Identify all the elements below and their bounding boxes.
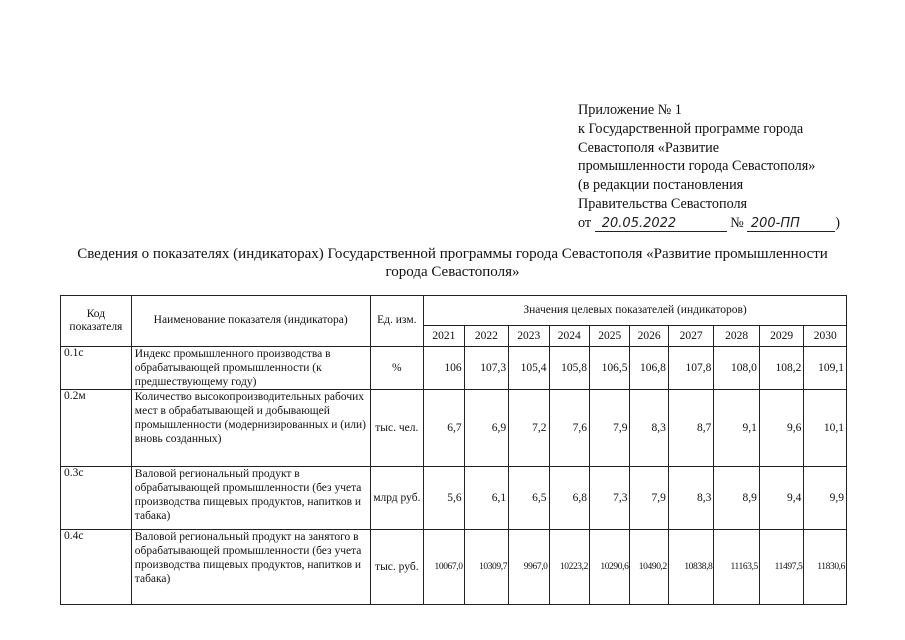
row-value: 7,9: [589, 390, 629, 467]
indicators-table: [60, 295, 847, 605]
row-value: 7,6: [549, 390, 589, 467]
row-name: Валовой региональный продукт на занятого в обрабатывающей промышленности (без учета производства пищевых продуктов, напитков и табака): [131, 530, 370, 605]
year-header: 2028: [714, 326, 760, 346]
row-value: 10,1: [804, 390, 847, 467]
row-value: 6,1: [464, 467, 509, 530]
row-value: 10223,2: [549, 530, 589, 605]
annex-date-line: [578, 214, 878, 233]
row-unit: млрд руб.: [370, 467, 424, 530]
table-header-row: [61, 296, 847, 326]
number-label: №: [730, 214, 744, 231]
row-value: 106,5: [589, 346, 629, 390]
row-value: 6,5: [509, 467, 549, 530]
row-value: 11163,5: [714, 530, 760, 605]
table-row: [61, 467, 847, 530]
header-code: Код показателя: [61, 296, 132, 347]
row-value: 9967,0: [509, 530, 549, 605]
year-header: 2024: [549, 326, 589, 346]
table-row: [61, 530, 847, 605]
row-code: 0.2м: [61, 390, 132, 467]
year-header: 2030: [804, 326, 847, 346]
close-paren: ): [835, 214, 841, 231]
row-value: 107,8: [668, 346, 714, 390]
row-value: 108,0: [714, 346, 760, 390]
year-header: 2025: [589, 326, 629, 346]
row-value: 5,6: [424, 467, 464, 530]
title-line: Сведения о показателях (индикаторах) Государственной программы города Севастополя «Развитие промышленности: [77, 246, 828, 262]
row-value: 6,7: [424, 390, 464, 467]
number-field: [747, 216, 835, 232]
header-values: Значения целевых показателей (индикаторов): [424, 296, 847, 326]
row-value: 9,4: [759, 467, 804, 530]
year-header: 2022: [464, 326, 509, 346]
decree-date: 20.05.2022: [601, 215, 677, 231]
year-header: 2021: [424, 326, 464, 346]
row-code: 0.4с: [61, 530, 132, 605]
row-value: 10290,6: [589, 530, 629, 605]
header-name: Наименование показателя (индикатора): [131, 296, 370, 347]
row-name: Индекс промышленного производства в обрабатывающей промышленности (к предшествующему году): [131, 346, 370, 390]
row-value: 107,3: [464, 346, 509, 390]
page-title: [55, 245, 850, 281]
year-header: 2029: [759, 326, 804, 346]
row-value: 105,4: [509, 346, 549, 390]
row-value: 7,9: [630, 467, 668, 530]
year-header: 2023: [509, 326, 549, 346]
row-value: 105,8: [549, 346, 589, 390]
row-name: Валовой региональный продукт в обрабатывающей промышленности (без учета производства пищевых продуктов, напитков и табака): [131, 467, 370, 530]
annex-line: Приложение № 1: [578, 102, 682, 118]
year-header: 2026: [630, 326, 668, 346]
row-value: 11497,5: [759, 530, 804, 605]
row-value: 10309,7: [464, 530, 509, 605]
row-unit: тыс. руб.: [370, 530, 424, 605]
row-value: 9,1: [714, 390, 760, 467]
title-line: города Севастополя»: [385, 264, 520, 280]
row-value: 8,3: [630, 390, 668, 467]
row-value: 10490,2: [630, 530, 668, 605]
row-value: 106,8: [630, 346, 668, 390]
annex-line: Правительства Севастополя: [578, 195, 748, 212]
row-value: 11830,6: [804, 530, 847, 605]
annex-line: Севастополя «Развитие: [578, 139, 720, 156]
annex-block: [578, 101, 878, 233]
row-value: 6,9: [464, 390, 509, 467]
from-label: от: [578, 214, 592, 231]
table-row: [61, 346, 847, 390]
row-value: 7,2: [509, 390, 549, 467]
row-code: 0.1с: [61, 346, 132, 390]
row-value: 8,9: [714, 467, 760, 530]
header-unit: Ед. изм.: [370, 296, 424, 347]
row-value: 109,1: [804, 346, 847, 390]
row-value: 7,3: [589, 467, 629, 530]
row-value: 10838,8: [668, 530, 714, 605]
date-field: [595, 216, 727, 232]
row-value: 8,3: [668, 467, 714, 530]
row-unit: тыс. чел.: [370, 390, 424, 467]
annex-line: к Государственной программе города: [578, 120, 804, 137]
annex-line: промышленности города Севастополя»: [578, 158, 816, 175]
row-value: 106: [424, 346, 464, 390]
row-value: 9,6: [759, 390, 804, 467]
row-unit: %: [370, 346, 424, 390]
row-value: 10067,0: [424, 530, 464, 605]
row-name: Количество высокопроизводительных рабочих мест в обрабатывающей и добывающей промышленности (модернизированных и (или) вновь созданных): [131, 390, 370, 467]
row-value: 9,9: [804, 467, 847, 530]
year-header: 2027: [668, 326, 714, 346]
table-row: [61, 390, 847, 467]
row-value: 8,7: [668, 390, 714, 467]
decree-number: 200-ПП: [750, 215, 800, 231]
row-code: 0.3с: [61, 467, 132, 530]
row-value: 108,2: [759, 346, 804, 390]
annex-line: (в редакции постановления: [578, 177, 744, 194]
row-value: 6,8: [549, 467, 589, 530]
